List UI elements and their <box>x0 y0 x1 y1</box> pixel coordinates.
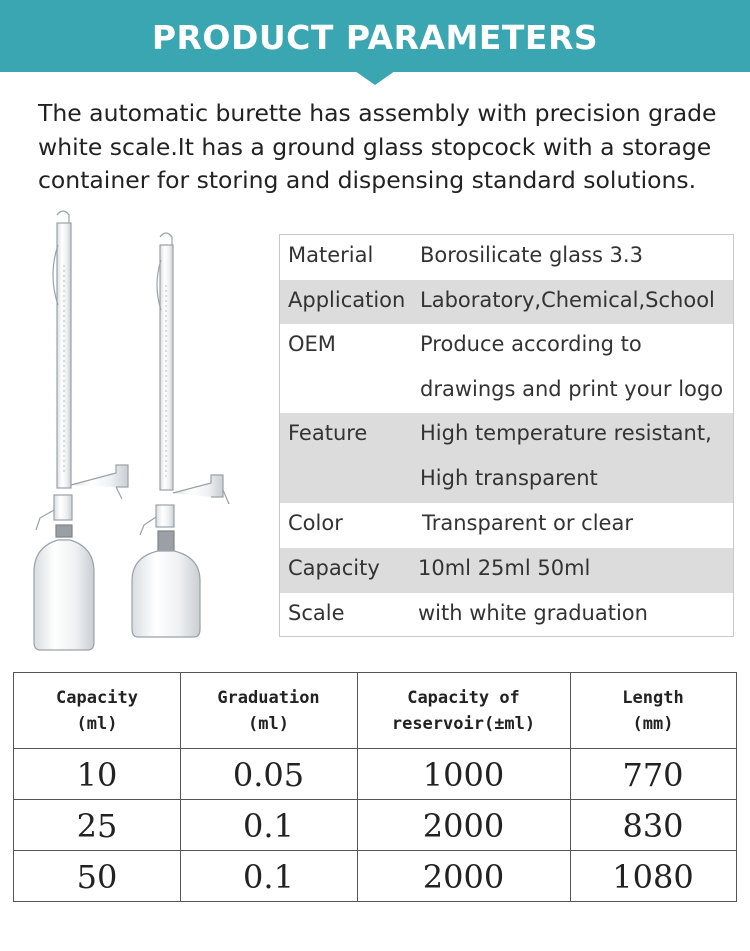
param-row-material <box>280 235 733 280</box>
param-value: with white graduation <box>418 601 648 625</box>
param-label: Application <box>288 288 406 312</box>
param-label: Feature <box>288 421 368 445</box>
burette-product-image <box>20 205 260 660</box>
spec-cell: 0.05 <box>232 756 305 794</box>
header-line: (ml) <box>248 714 289 734</box>
spec-cell: 0.1 <box>243 858 294 896</box>
header-line: (ml) <box>76 714 118 734</box>
param-label: Capacity <box>288 556 380 580</box>
spec-header-capacity <box>14 685 180 737</box>
spec-header-reservoir <box>357 685 570 737</box>
param-value-line2: High transparent <box>420 466 598 490</box>
spec-cell: 10 <box>76 756 118 794</box>
param-row-oem <box>280 324 733 413</box>
header-line: Capacity <box>56 688 138 708</box>
spec-cell: 830 <box>622 807 684 845</box>
header-line: Length <box>622 688 684 708</box>
header-line: Capacity of <box>407 688 520 708</box>
header-line: Graduation <box>217 688 320 708</box>
param-value: Produce according to <box>420 332 642 356</box>
header-line: (mm) <box>632 714 674 734</box>
page-title: PRODUCT PARAMETERS <box>151 18 599 57</box>
param-label: OEM <box>288 332 336 356</box>
param-value: Borosilicate glass 3.3 <box>420 243 643 267</box>
row-divider <box>14 799 736 800</box>
param-label: Material <box>288 243 374 267</box>
param-row-scale <box>280 593 733 636</box>
row-divider <box>14 748 736 749</box>
header-line: reservoir(±ml) <box>391 714 536 734</box>
spec-cell: 50 <box>76 858 118 896</box>
row-divider <box>14 850 736 851</box>
param-value: 10ml 25ml 50ml <box>418 556 591 580</box>
param-row-capacity <box>280 548 733 593</box>
spec-cell: 2000 <box>422 807 505 845</box>
spec-table <box>13 672 737 902</box>
param-row-application <box>280 280 733 324</box>
parameter-table <box>279 234 734 637</box>
param-label: Scale <box>288 601 345 625</box>
param-label: Color <box>288 511 343 535</box>
param-value: Laboratory,Chemical,School <box>420 288 715 312</box>
param-value: Transparent or clear <box>422 511 633 535</box>
param-value: High temperature resistant, <box>420 421 712 445</box>
spec-header-graduation <box>180 685 357 737</box>
spec-cell: 770 <box>622 756 684 794</box>
param-row-feature <box>280 413 733 503</box>
spec-cell: 1080 <box>612 858 694 896</box>
param-value-line2: drawings and print your logo <box>420 377 724 401</box>
intro-text: The automatic burette has assembly with precision grade white scale.It has a ground glass stopcock with a storage container for storing and dispensing standard solutions. <box>38 99 717 194</box>
banner-notch <box>355 71 395 85</box>
spec-cell: 0.1 <box>243 807 294 845</box>
spec-header-length <box>570 685 736 737</box>
spec-cell: 2000 <box>422 858 505 896</box>
param-row-color <box>280 503 733 548</box>
spec-cell: 1000 <box>422 756 505 794</box>
spec-cell: 25 <box>76 807 118 845</box>
